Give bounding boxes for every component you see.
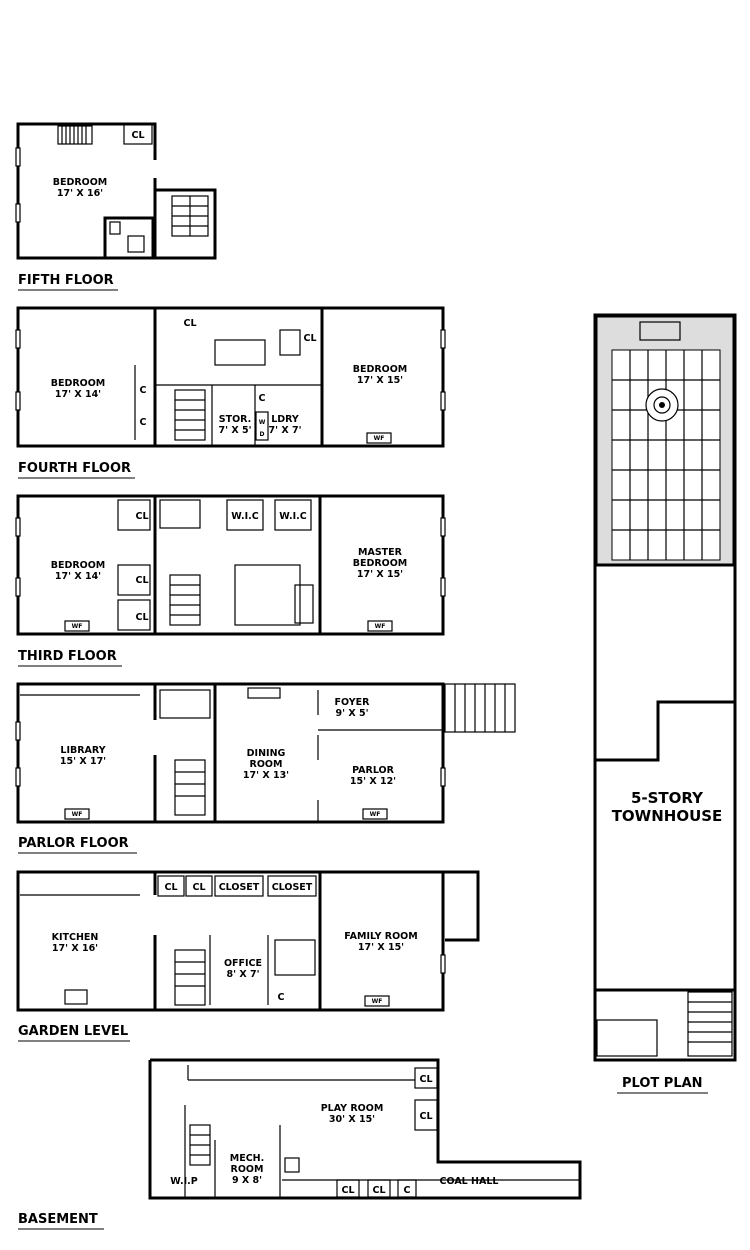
garden-level-title: GARDEN LEVEL [18, 1024, 129, 1039]
garden-family-label: FAMILY ROOM [344, 931, 418, 942]
garden-level-plan [18, 872, 478, 1041]
fourth-dryer-label: D [259, 431, 265, 438]
parlor-dining-label-1: DINING [246, 748, 286, 759]
plot-plan-title: PLOT PLAN [622, 1076, 703, 1091]
parlor-library-label: LIBRARY [60, 745, 106, 756]
garden-closet-3-label: CLOSET [218, 882, 260, 893]
garden-office-dim: 8' X 7' [226, 969, 260, 980]
third-fireplace-1-label: WF [71, 623, 83, 630]
third-fireplace-2-label: WF [374, 623, 386, 630]
fourth-c-2-label: C [139, 417, 147, 428]
third-bedroom-label: BEDROOM [50, 560, 106, 571]
basement-c-label: C [403, 1185, 411, 1196]
basement-closet-2-label: CL [419, 1111, 433, 1122]
fifth-floor-title: FIFTH FLOOR [18, 273, 114, 288]
third-floor-plan [16, 496, 445, 666]
parlor-parlor-dim: 15' X 12' [349, 776, 397, 787]
parlor-fireplace-2-label: WF [369, 811, 381, 818]
garden-c-label: C [277, 992, 285, 1003]
parlor-floor-plan [16, 684, 515, 853]
fourth-laundry-label: LDRY [271, 414, 299, 425]
third-master-label-1: MASTER [358, 547, 402, 558]
garden-office-label: OFFICE [223, 958, 263, 969]
parlor-foyer-label: FOYER [334, 697, 370, 708]
third-wic-1-label: W.I.C [231, 511, 259, 522]
basement-mech-label-2: ROOM [230, 1164, 264, 1175]
third-floor-title: THIRD FLOOR [18, 649, 117, 664]
parlor-floor-title: PARLOR FLOOR [18, 836, 129, 851]
fourth-floor-title: FOURTH FLOOR [18, 461, 132, 476]
fourth-bedroom-right-dim: 17' X 15' [356, 375, 404, 386]
fifth-bedroom-label: BEDROOM [52, 177, 108, 188]
plot-building-label-1: 5-STORY [630, 789, 704, 807]
plot-plan [595, 315, 735, 1093]
basement-play-dim: 30' X 15' [328, 1114, 376, 1125]
fourth-bedroom-left-dim: 17' X 14' [54, 389, 102, 400]
basement-closet-1-label: CL [419, 1074, 433, 1085]
fifth-closet-label: CL [131, 130, 145, 141]
basement-plan [18, 1060, 580, 1229]
basement-coal-hall-label: COAL HALL [439, 1176, 499, 1187]
basement-mech-label-1: MECH. [229, 1153, 265, 1164]
fourth-bedroom-right-label: BEDROOM [352, 364, 408, 375]
fourth-closet-2-label: CL [303, 333, 317, 344]
third-master-dim: 17' X 15' [356, 569, 404, 580]
basement-play-label: PLAY ROOM [320, 1103, 384, 1114]
fourth-bedroom-left-label: BEDROOM [50, 378, 106, 389]
parlor-parlor-label: PARLOR [352, 765, 394, 776]
fourth-c-1-label: C [139, 385, 147, 396]
parlor-fireplace-1-label: WF [71, 811, 83, 818]
fifth-bedroom-dim: 17' X 16' [56, 188, 104, 199]
parlor-foyer-dim: 9' X 5' [335, 708, 369, 719]
garden-closet-1-label: CL [164, 882, 178, 893]
fourth-washer-label: W [258, 419, 266, 426]
parlor-library-dim: 15' X 17' [59, 756, 107, 767]
fourth-storage-dim: 7' X 5' [218, 425, 252, 436]
basement-mech-dim: 9 X 8' [231, 1175, 263, 1186]
third-bedroom-dim: 17' X 14' [54, 571, 102, 582]
third-master-label-2: BEDROOM [352, 558, 408, 569]
garden-closet-4-label: CLOSET [271, 882, 313, 893]
garden-fireplace-label: WF [371, 998, 383, 1005]
parlor-dining-label-2: ROOM [249, 759, 283, 770]
garden-family-dim: 17' X 15' [357, 942, 405, 953]
basement-closet-4-label: CL [372, 1185, 386, 1196]
third-closet-1-label: CL [135, 511, 149, 522]
fourth-laundry-dim: 7' X 7' [268, 425, 302, 436]
garden-closet-2-label: CL [192, 882, 206, 893]
plot-building-label-2: TOWNHOUSE [611, 807, 723, 825]
fourth-storage-label: STOR. [218, 414, 252, 425]
fourth-fireplace-label: WF [373, 435, 385, 442]
parlor-dining-dim: 17' X 13' [242, 770, 290, 781]
third-closet-2-label: CL [135, 575, 149, 586]
basement-title: BASEMENT [18, 1212, 98, 1227]
fourth-c-3-label: C [258, 393, 266, 404]
fifth-floor-plan [16, 124, 215, 290]
fourth-floor-plan [16, 308, 445, 478]
third-closet-3-label: CL [135, 612, 149, 623]
third-wic-2-label: W.I.C [279, 511, 307, 522]
basement-wip-label: W.I.P [170, 1176, 198, 1187]
fourth-closet-1-label: CL [183, 318, 197, 329]
garden-kitchen-dim: 17' X 16' [51, 943, 99, 954]
garden-kitchen-label: KITCHEN [51, 932, 99, 943]
basement-closet-3-label: CL [341, 1185, 355, 1196]
